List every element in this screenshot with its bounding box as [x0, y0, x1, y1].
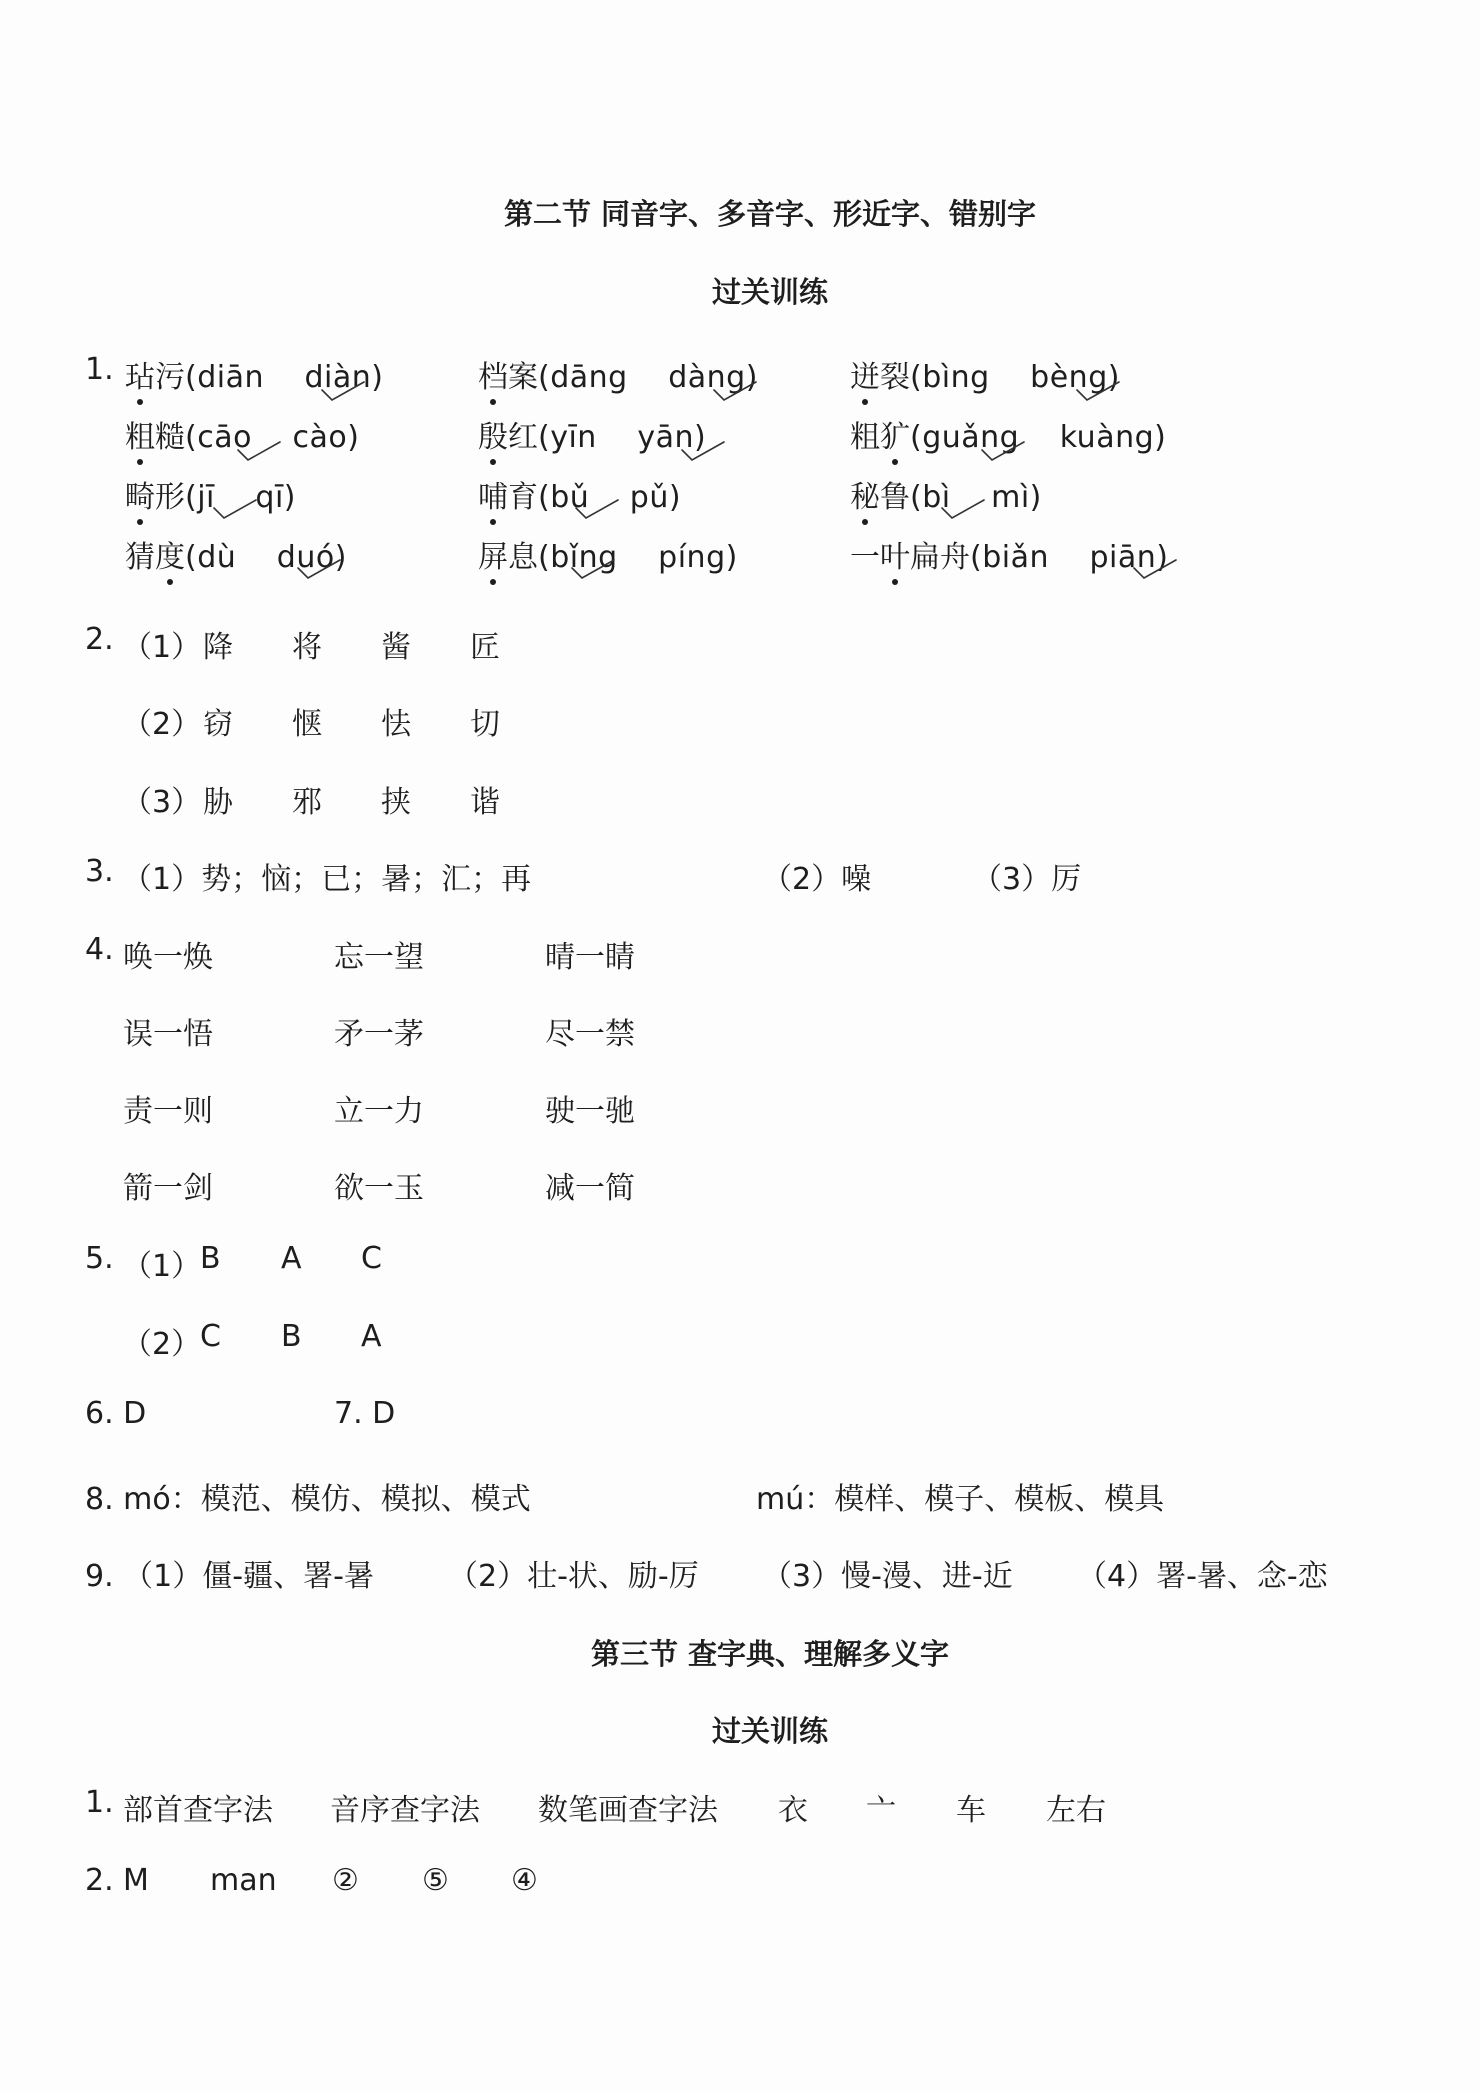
q7-answer: 7. D	[334, 1396, 396, 1431]
check-mark-icon	[680, 440, 726, 464]
q5-number: 5.	[85, 1241, 114, 1276]
s3-q1-item: 衣	[778, 1793, 808, 1828]
q1-number: 1.	[85, 352, 114, 387]
q2-char: 惬	[292, 707, 322, 742]
q2-label: （3）	[122, 785, 202, 820]
q2-char: 窃	[203, 707, 233, 742]
q8-answer-mu: mú：模样、模子、模板、模具	[756, 1482, 1165, 1517]
q9-part1: 9. （1）僵-疆、署-暑	[85, 1559, 374, 1594]
q1-item: 档案(dāng dàng)	[478, 352, 758, 396]
s3-q1-item: 亠	[866, 1793, 896, 1828]
q4-pair: 驶一驰	[545, 1094, 635, 1129]
q2-char: 谐	[470, 785, 500, 820]
q3-part1: （1）势；恼；已；暑；汇；再	[122, 862, 532, 897]
s3-q2-item: ②	[332, 1863, 359, 1898]
s3-q2-number: 2.	[85, 1863, 114, 1898]
q9-part3: （3）慢-漫、进-近	[762, 1559, 1013, 1594]
q1-item: 粗犷(guǎng kuàng)	[850, 412, 1166, 456]
q4-pair: 减一简	[545, 1171, 635, 1206]
q4-pair: 唤一焕	[123, 940, 213, 975]
q1-item: 迸裂(bìng bèng)	[850, 352, 1120, 396]
q3-number: 3.	[85, 854, 114, 889]
q2-char: 挟	[381, 785, 411, 820]
q9-part4: （4）署-暑、念-恋	[1077, 1559, 1328, 1594]
q5-label: （2）	[122, 1327, 202, 1362]
check-mark-icon	[1132, 558, 1178, 582]
check-mark-icon	[296, 558, 342, 582]
check-mark-icon	[574, 498, 620, 522]
check-mark-icon	[212, 498, 258, 522]
q2-label: （1）	[122, 630, 202, 665]
q1-item: 猜度(dù duó)	[125, 532, 347, 576]
q2-char: 怯	[381, 707, 411, 742]
q4-pair: 立一力	[334, 1094, 424, 1129]
check-mark-icon	[236, 440, 282, 464]
s3-q2-item: ④	[511, 1863, 538, 1898]
q2-char: 匠	[470, 630, 500, 665]
s3-q2-item: M	[123, 1863, 149, 1898]
q2-char: 胁	[203, 785, 233, 820]
q4-pair: 尽一禁	[545, 1017, 635, 1052]
q5-label: （1）	[122, 1249, 202, 1284]
s3-q1-item: 部首查字法	[123, 1793, 273, 1828]
q1-item: 秘鲁(bì mì)	[850, 472, 1042, 516]
section-title: 第三节 查字典、理解多义字	[590, 1637, 950, 1671]
q2-char: 将	[292, 630, 322, 665]
q3-part2: （2）噪	[762, 862, 872, 897]
section-title: 第二节 同音字、多音字、形近字、错别字	[503, 197, 1037, 231]
q4-pair: 责一则	[123, 1094, 213, 1129]
q4-pair: 欲一玉	[334, 1171, 424, 1206]
q2-char: 酱	[381, 630, 411, 665]
q2-char: 切	[470, 707, 500, 742]
q4-pair: 晴一睛	[545, 940, 635, 975]
section-subtitle: 过关训练	[711, 1714, 828, 1748]
q3-part3: （3）厉	[972, 862, 1082, 897]
q4-pair: 误一悟	[123, 1017, 213, 1052]
q4-number: 4.	[85, 932, 114, 967]
s3-q2-item: ⑤	[422, 1863, 449, 1898]
s3-q2-item: man	[210, 1863, 277, 1898]
section-subtitle: 过关训练	[711, 275, 828, 309]
q1-item: 粗糙(cāo cào)	[125, 412, 359, 456]
s3-q1-item: 音序查字法	[330, 1793, 480, 1828]
q1-item: 畸形(jī qī)	[125, 472, 296, 516]
s3-q1-item: 车	[956, 1793, 986, 1828]
q5-option: A	[281, 1241, 302, 1276]
q6-answer: 6. D	[85, 1396, 147, 1431]
q5-option: B	[281, 1319, 302, 1354]
s3-q1-number: 1.	[85, 1785, 114, 1820]
q1-item: 屏息(bǐng píng)	[478, 532, 738, 576]
q9-part2: （2）壮-状、励-厉	[448, 1559, 699, 1594]
check-mark-icon	[940, 498, 986, 522]
s3-q1-item: 数笔画查字法	[538, 1793, 718, 1828]
q2-label: （2）	[122, 707, 202, 742]
q5-option: A	[361, 1319, 382, 1354]
q4-pair: 忘一望	[334, 940, 424, 975]
check-mark-icon	[712, 380, 758, 404]
q1-item: 殷红(yīn yān)	[478, 412, 706, 456]
check-mark-icon	[570, 558, 616, 582]
q1-item: 一叶扁舟(biǎn piān)	[850, 532, 1169, 576]
q2-char: 降	[203, 630, 233, 665]
q5-option: B	[200, 1241, 221, 1276]
q4-pair: 箭一剑	[123, 1171, 213, 1206]
q1-item: 玷污(diān diàn)	[125, 352, 384, 396]
q4-pair: 矛一茅	[334, 1017, 424, 1052]
q5-option: C	[361, 1241, 382, 1276]
check-mark-icon	[320, 380, 366, 404]
s3-q1-item: 左右	[1046, 1793, 1106, 1828]
q2-number: 2.	[85, 622, 114, 657]
check-mark-icon	[980, 440, 1026, 464]
q2-char: 邪	[292, 785, 322, 820]
q1-item: 哺育(bǔ pǔ)	[478, 472, 681, 516]
q8-answer-mo: 8. mó：模范、模仿、模拟、模式	[85, 1482, 531, 1517]
q5-option: C	[200, 1319, 221, 1354]
check-mark-icon	[1075, 380, 1121, 404]
